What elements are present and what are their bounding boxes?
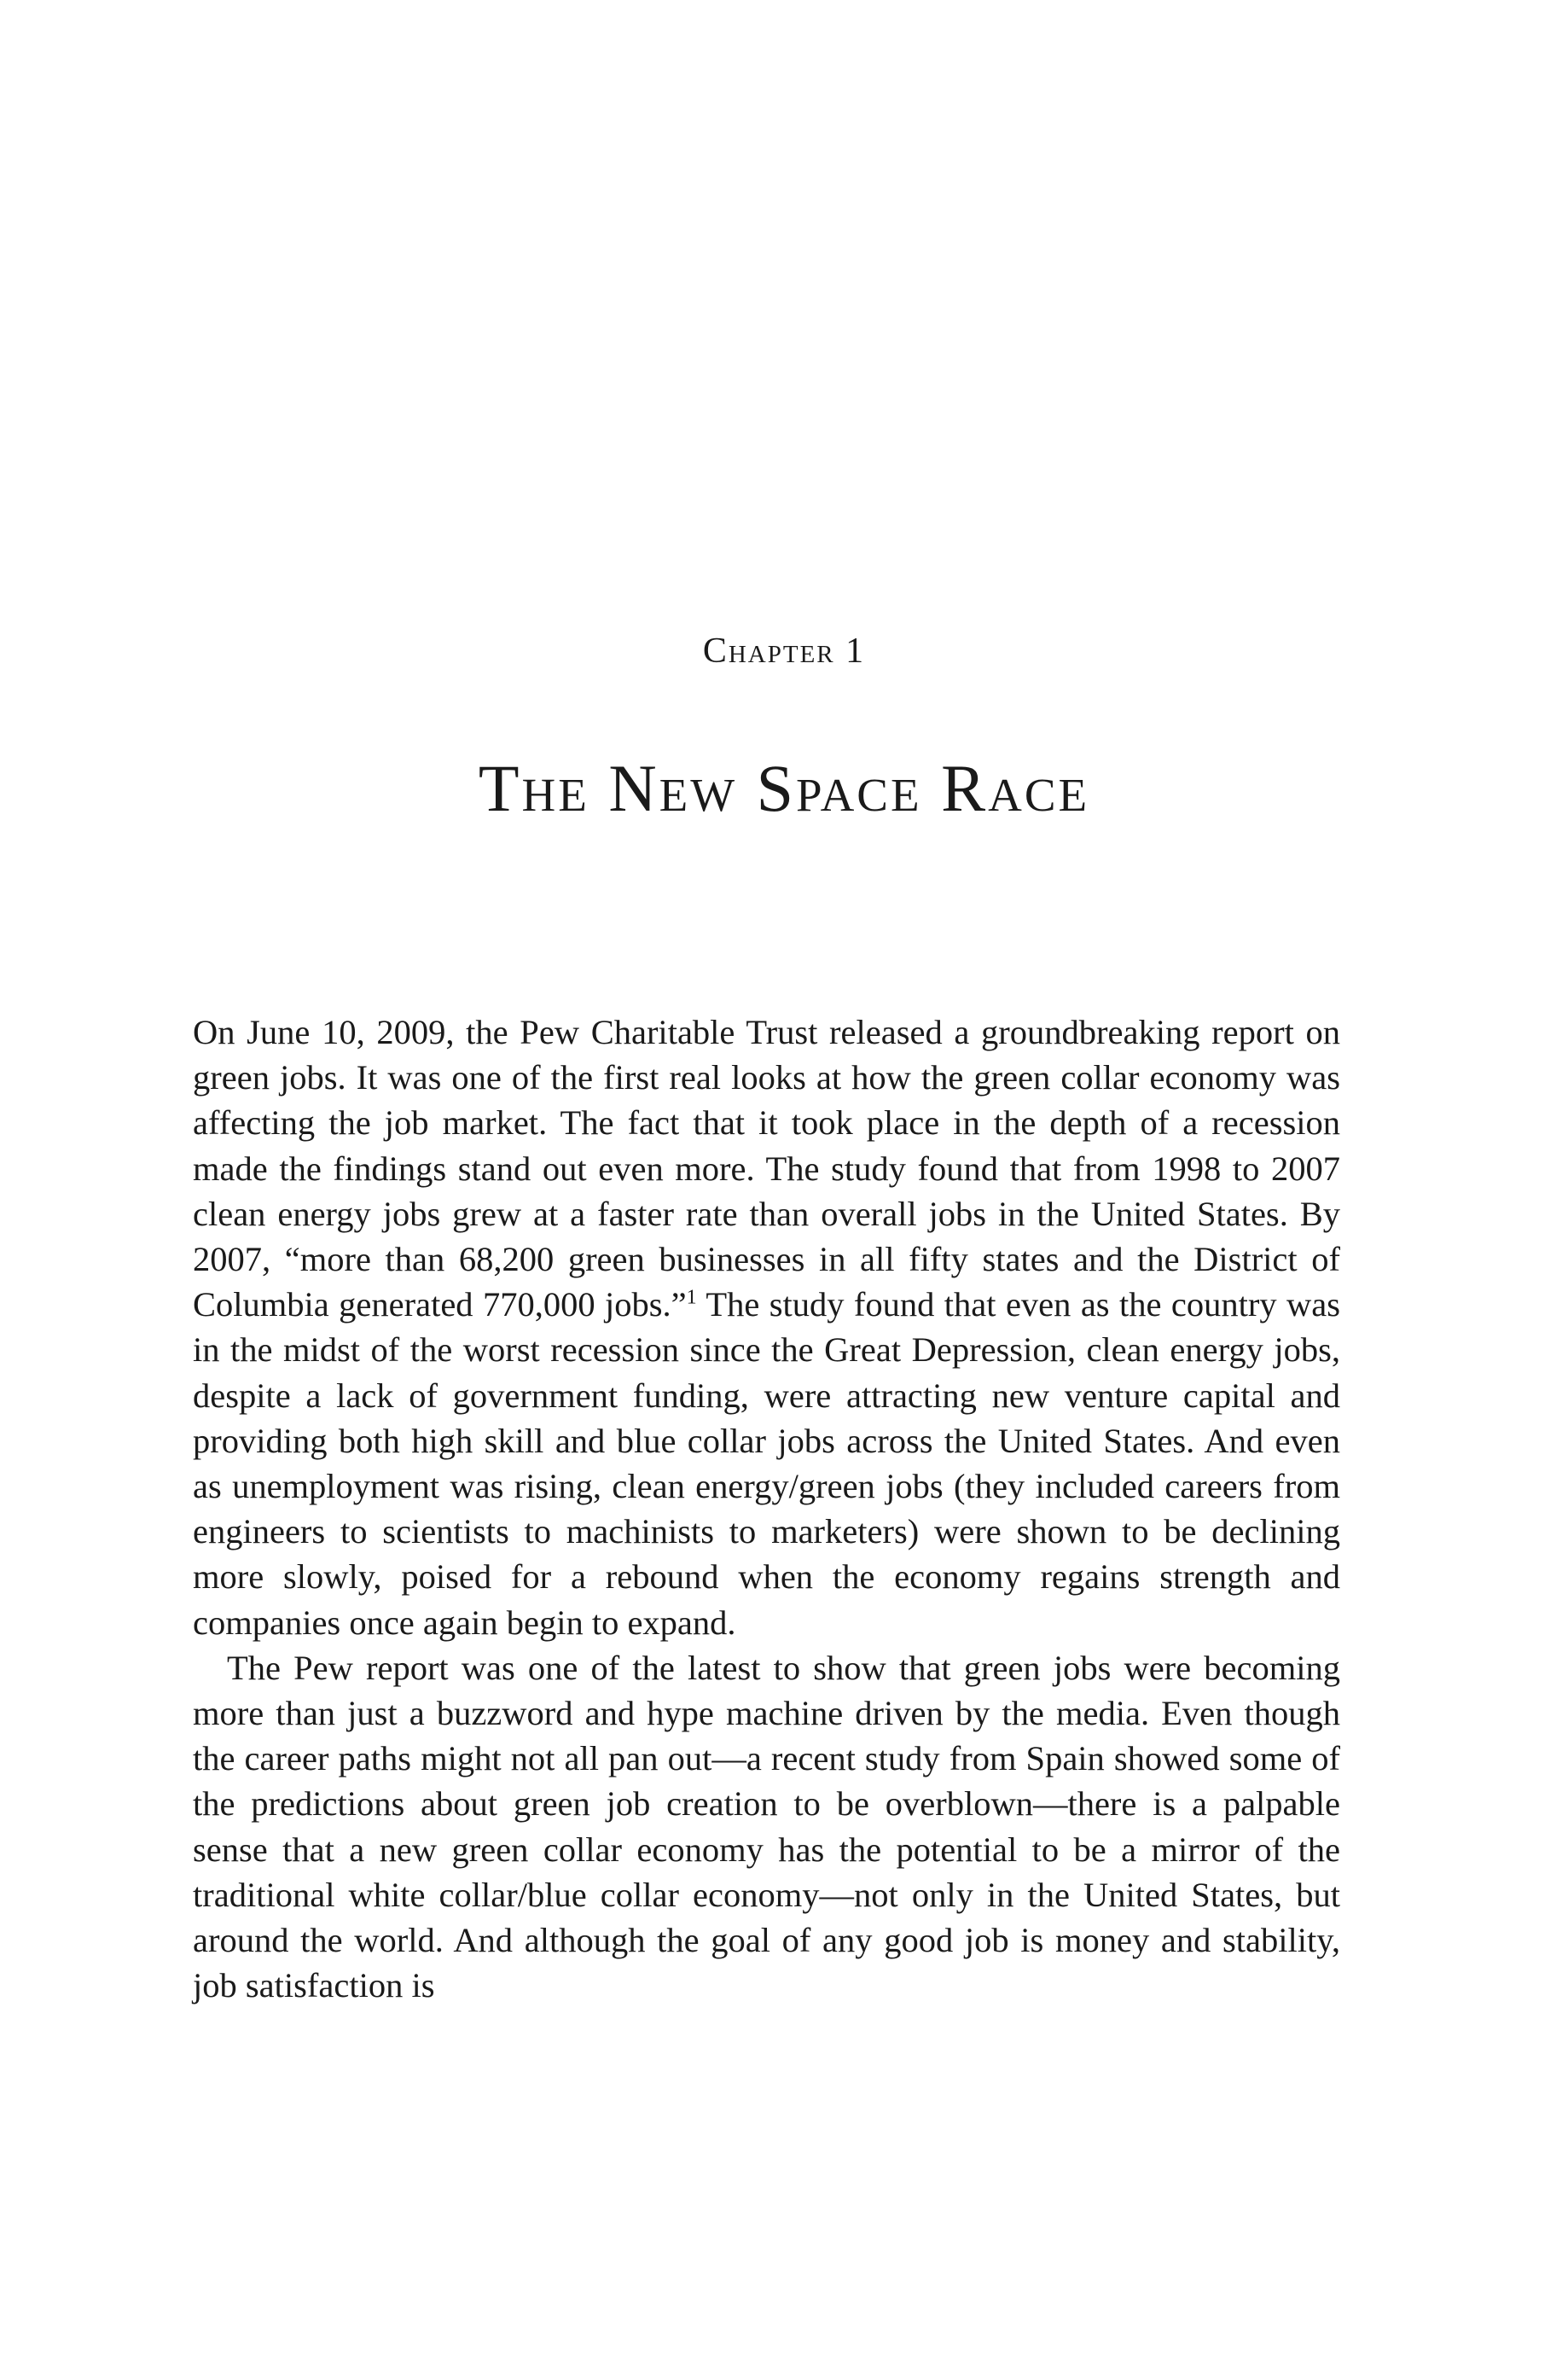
body-text — [193, 1009, 1340, 2008]
paragraph-2-text: The Pew report was one of the latest to show that green jobs were becoming more than just a buzzword and hype machine driven by the media. Even though the career paths might not all pan out—a recent study from Spain showed some of the predictions about green job creation to be overblown—there is a palpable sense that a new green collar economy has the potential to be a mirror of the traditional white collar/blue collar economy—not only in the United States, but around the world. And although the goal of any good job is money and stability, job satisfaction is — [193, 1648, 1340, 2005]
chapter-label: Chapter 1 — [702, 631, 866, 671]
paragraph-1-text-b: The study found that even as the country was in the midst of the worst recession since the Great Depression, clean energy jobs, despite a lack of government funding, were attracting new venture capital and providing both high skill and blue collar jobs across the United States. And even as unemployment was rising, clean energy/green jobs (they included careers from engineers to scientists to machinists to marketers) were shown to be declining more slowly, poised for a rebound when the economy regains strength and companies once again begin to expand. — [193, 1285, 1340, 1642]
paragraph-1 — [193, 1009, 1340, 1645]
chapter-title: The New Space Race — [478, 751, 1090, 825]
paragraph-2 — [193, 1645, 1340, 2009]
paragraph-1-text-a: On June 10, 2009, the Pew Charitable Trust released a groundbreaking report on green jobs. It was one of the first real looks at how the green collar economy was affecting the job market. The fact that it took place in the depth of a recession made the findings stand out even more. The study found that from 1998 to 2007 clean energy jobs grew at a faster rate than overall jobs in the United States. By 2007, “more than 68,200 green businesses in all fifty states and the District of Columbia generated 770,000 jobs.” — [193, 1013, 1340, 1324]
footnote-reference: 1 — [686, 1286, 697, 1309]
